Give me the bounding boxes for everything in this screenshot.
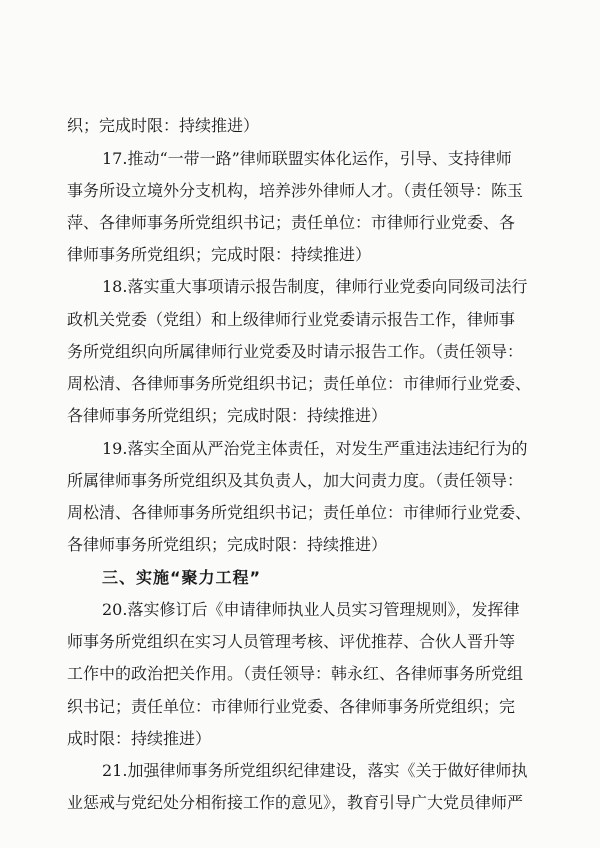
text-line: 所属律师事务所党组织及其负责人，加大问责力度。（责任领导： — [67, 471, 524, 490]
text-line: 工作中的政治把关作用。（责任领导：韩永红、各律师事务所党组 — [67, 664, 524, 683]
section-heading: 三、实施“聚力工程” — [102, 568, 262, 587]
text-line: 21.加强律师事务所党组织纪律建设，落实《关于做好律师执 — [102, 761, 528, 780]
text-line: 成时限：持续推进） — [67, 729, 212, 748]
text-line: 事务所设立境外分支机构，培养涉外律师人才。（责任领导：陈玉 — [67, 181, 524, 200]
text-line: 各律师事务所党组织；完成时限：持续推进） — [67, 535, 388, 554]
text-line: 萍、各律师事务所党组织书记；责任单位：市律师行业党委、各 — [67, 213, 516, 232]
text-line: 织书记；责任单位：市律师行业党委、各律师事务所党组织；完 — [67, 697, 516, 716]
text-line: 19.落实全面从严治党主体责任，对发生严重违法违纪行为的 — [102, 439, 528, 458]
text-line: 周松清、各律师事务所党组织书记；责任单位：市律师行业党委、 — [67, 503, 532, 522]
text-line: 织；完成时限：持续推进） — [67, 116, 260, 135]
text-line: 17.推动“一带一路”律师联盟实体化运作，引导、支持律师 — [102, 149, 512, 168]
text-line: 律师事务所党组织；完成时限：持续推进） — [67, 245, 372, 264]
text-line: 业惩戒与党纪处分相衔接工作的意见》，教育引导广大党员律师严 — [67, 793, 524, 812]
text-line: 各律师事务所党组织；完成时限：持续推进） — [67, 406, 388, 425]
text-line: 师事务所党组织在实习人员管理考核、评优推荐、合伙人晋升等 — [67, 632, 516, 651]
text-line: 政机关党委（党组）和上级律师行业党委请示报告工作，律师事 — [67, 310, 516, 329]
text-line: 18.落实重大事项请示报告制度，律师行业党委向同级司法行 — [102, 277, 528, 296]
text-line: 周松清、各律师事务所党组织书记；责任单位：市律师行业党委、 — [67, 374, 532, 393]
text-line: 务所党组织向所属律师行业党委及时请示报告工作。（责任领导： — [67, 342, 524, 361]
text-line: 20.落实修订后《申请律师执业人员实习管理规则》，发挥律 — [102, 600, 520, 619]
